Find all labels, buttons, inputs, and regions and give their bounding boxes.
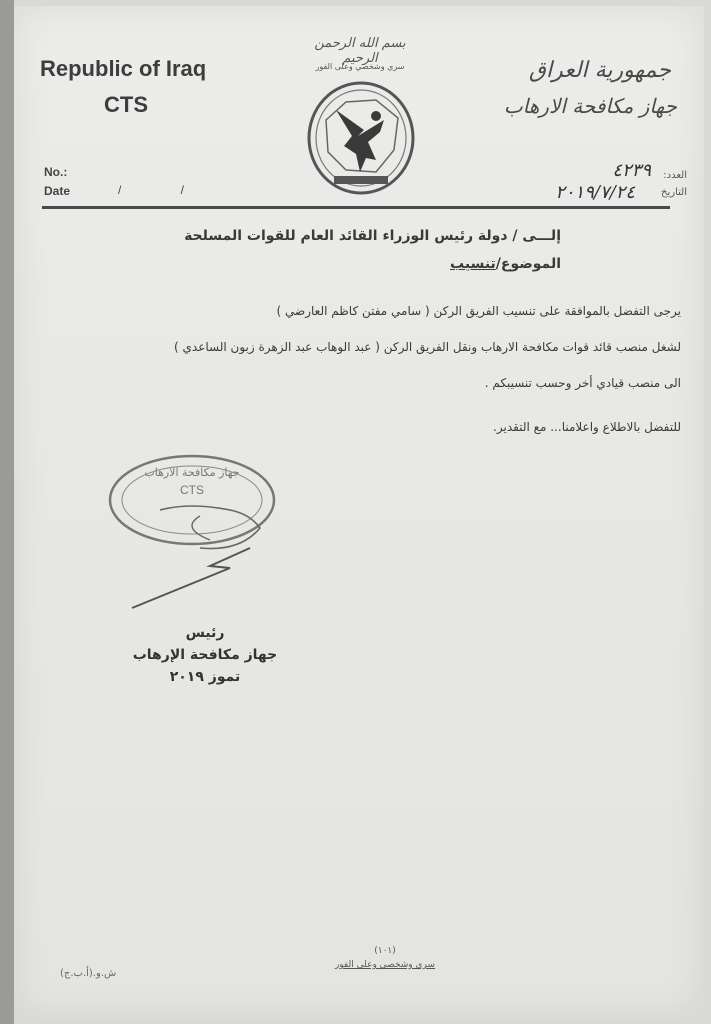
cts-emblem-icon	[306, 80, 416, 196]
stamp-en-text: CTS	[180, 483, 204, 497]
number-label-ar: العدد:	[663, 170, 687, 181]
republic-en-heading: Republic of Iraq	[40, 56, 207, 81]
number-label-en: No.:	[44, 165, 68, 179]
official-stamp-icon	[100, 448, 300, 618]
subject-label: الموضوع/	[495, 256, 561, 272]
date-label-en: Date	[44, 184, 71, 198]
closing-line: للتفضل بالاطلاع واعلامنا... مع التقدير.	[493, 420, 681, 434]
cts-en-heading: CTS	[104, 92, 148, 117]
signatory-date: تموز ٢٠١٩	[169, 669, 241, 685]
secret-top-text: سري وشخصي وعلى الفور	[315, 62, 405, 71]
scan-edge	[0, 0, 14, 1024]
date-label-ar: التاريخ	[661, 187, 687, 198]
header-divider	[42, 206, 670, 209]
bismillah-text: بسم الله الرحمن الرحيم	[314, 36, 406, 66]
cts-ar-heading: جهاز مكافحة الارهاب	[503, 94, 677, 118]
signatory-title: رئيس	[185, 625, 225, 641]
signatory-org: جهاز مكافحة الإرهاب	[132, 647, 278, 663]
body-line-3: الى منصب قيادي أخر وحسب تنسيبكم .	[484, 376, 681, 390]
date-blank-slashes: / /	[118, 183, 213, 197]
document-date: ٢٠١٩/٧/٢٤	[555, 182, 635, 203]
body-line-2: لشغل منصب قائد قوات مكافحة الارهاب ونقل الفريق الركن ( عبد الوهاب عبد الزهرة زبون الساعدي )	[174, 340, 681, 354]
republic-ar-heading: جمهورية العراق	[528, 58, 671, 83]
footer-code: ش.و.(أ.ب.ج)	[60, 968, 117, 979]
footer-secret-text: سري وشخصي وعلى الفور	[334, 960, 436, 970]
body-line-1: يرجى التفضل بالموافقة على تنسيب الفريق الركن ( سامي مفتن كاظم العارضي )	[276, 304, 681, 318]
subject-word: تنسيب	[450, 256, 496, 272]
subject-line	[450, 256, 561, 272]
stamp-ar-text: جهاز مكافحة الارهاب	[144, 466, 240, 479]
recipient-line: إلـــى / دولة رئيس الوزراء القائد العام للقوات المسلحة	[184, 228, 561, 244]
document-number: ٤٢٣٩	[612, 160, 651, 181]
signatory-block	[120, 622, 290, 688]
footer-page-number: (١٠١)	[374, 946, 396, 956]
